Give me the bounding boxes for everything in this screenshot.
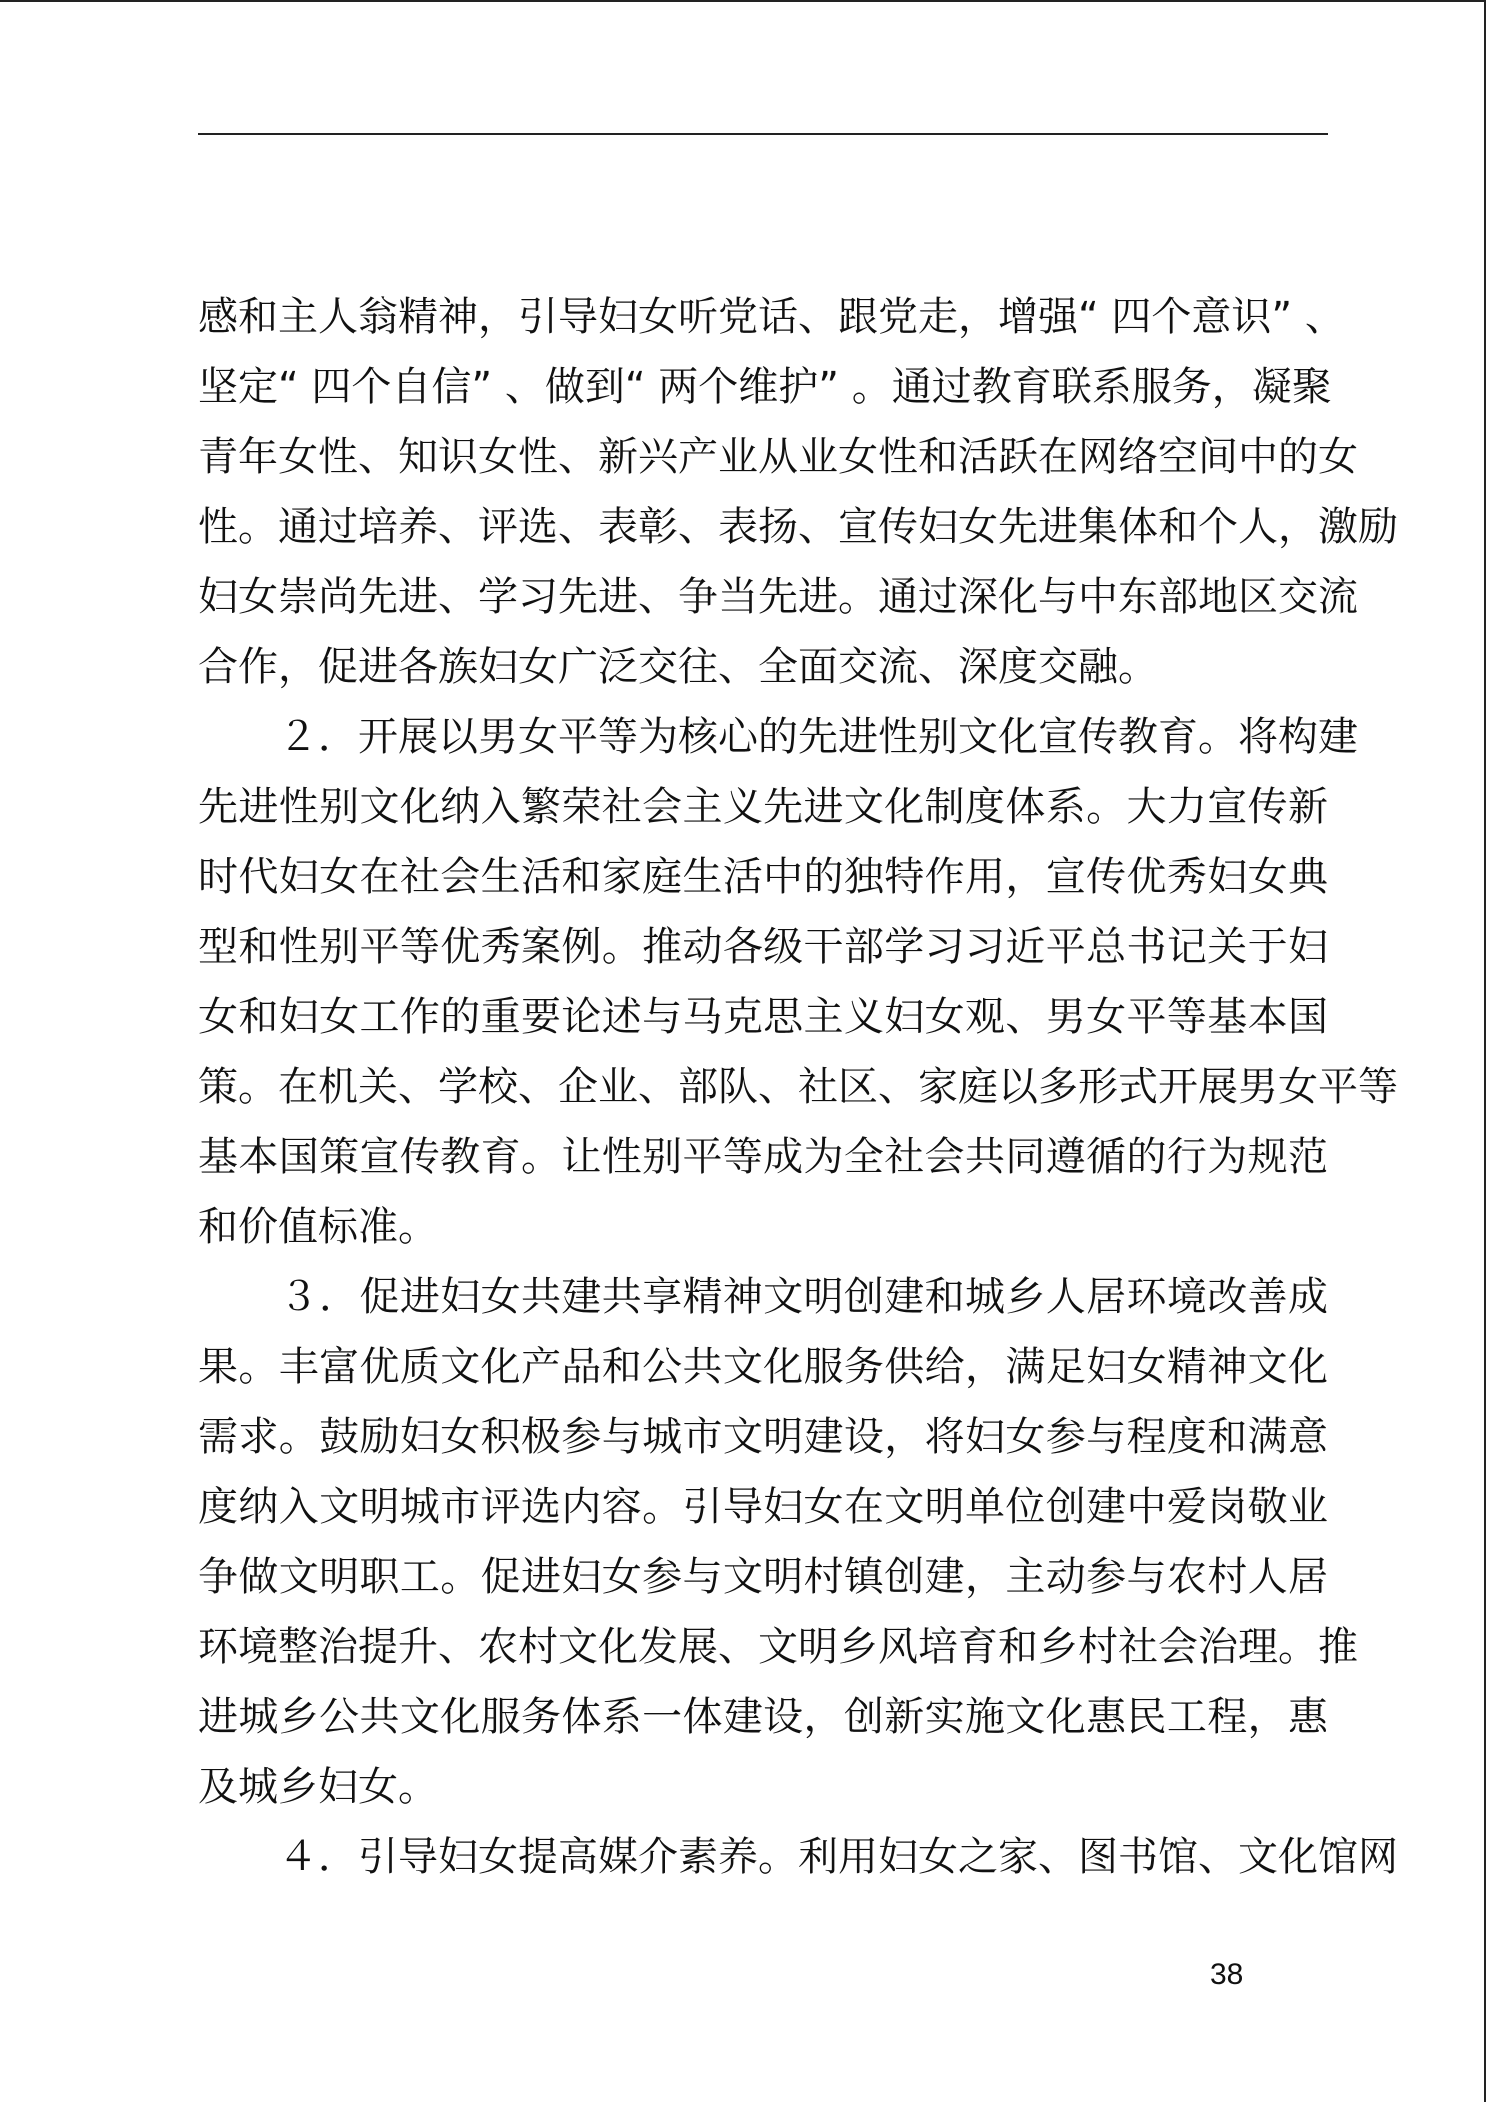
text-line: 度纳入文明城市评选内容。引导妇女在文明单位创建中爱岗敬业 bbox=[198, 1484, 1328, 1530]
page-number: 38 bbox=[1210, 1958, 1244, 1991]
text-line: 果。丰富优质文化产品和公共文化服务供给，满足妇女精神文化 bbox=[198, 1344, 1328, 1390]
text-line: 需求。鼓励妇女积极参与城市文明建设，将妇女参与程度和满意 bbox=[198, 1414, 1328, 1460]
text-line: 青年女性、知识女性、新兴产业从业女性和活跃在网络空间中的女 bbox=[198, 434, 1358, 480]
text-line: 型和性别平等优秀案例。推动各级干部学习习近平总书记关于妇 bbox=[198, 924, 1328, 970]
text-line: ４．引导妇女提高媒介素养。利用妇女之家、图书馆、文化馆网 bbox=[198, 1834, 1398, 1880]
text-line: ２．开展以男女平等为核心的先进性别文化宣传教育。将构建 bbox=[198, 714, 1358, 760]
text-line: 妇女崇尚先进、学习先进、争当先进。通过深化与中东部地区交流 bbox=[198, 574, 1358, 620]
text-line: 合作，促进各族妇女广泛交往、全面交流、深度交融。 bbox=[198, 644, 1158, 690]
text-line: 时代妇女在社会生活和家庭生活中的独特作用，宣传优秀妇女典 bbox=[198, 854, 1328, 900]
text-line: 先进性别文化纳入繁荣社会主义先进文化制度体系。大力宣传新 bbox=[198, 784, 1328, 830]
text-line: 进城乡公共文化服务体系一体建设，创新实施文化惠民工程，惠 bbox=[198, 1694, 1328, 1740]
text-line: 性。通过培养、评选、表彰、表扬、宣传妇女先进集体和个人，激励 bbox=[198, 504, 1398, 550]
text-line: 策。在机关、学校、企业、部队、社区、家庭以多形式开展男女平等 bbox=[198, 1064, 1398, 1110]
text-line: 坚定“ 四个自信” 、做到“ 两个维护” 。通过教育联系服务，凝聚 bbox=[198, 364, 1332, 410]
body-text bbox=[198, 282, 1398, 1892]
text-line: 基本国策宣传教育。让性别平等成为全社会共同遵循的行为规范 bbox=[198, 1134, 1328, 1180]
text-line: 感和主人翁精神，引导妇女听党话、跟党走，增强“ 四个意识” 、 bbox=[198, 294, 1345, 340]
header-rule bbox=[198, 133, 1328, 135]
text-line: 争做文明职工。促进妇女参与文明村镇创建，主动参与农村人居 bbox=[198, 1554, 1328, 1600]
text-line: ３．促进妇女共建共享精神文明创建和城乡人居环境改善成 bbox=[198, 1274, 1328, 1320]
text-line: 及城乡妇女。 bbox=[198, 1764, 438, 1810]
text-line: 和价值标准。 bbox=[198, 1204, 438, 1250]
text-line: 女和妇女工作的重要论述与马克思主义妇女观、男女平等基本国 bbox=[198, 994, 1328, 1040]
text-line: 环境整治提升、农村文化发展、文明乡风培育和乡村社会治理。推 bbox=[198, 1624, 1358, 1670]
